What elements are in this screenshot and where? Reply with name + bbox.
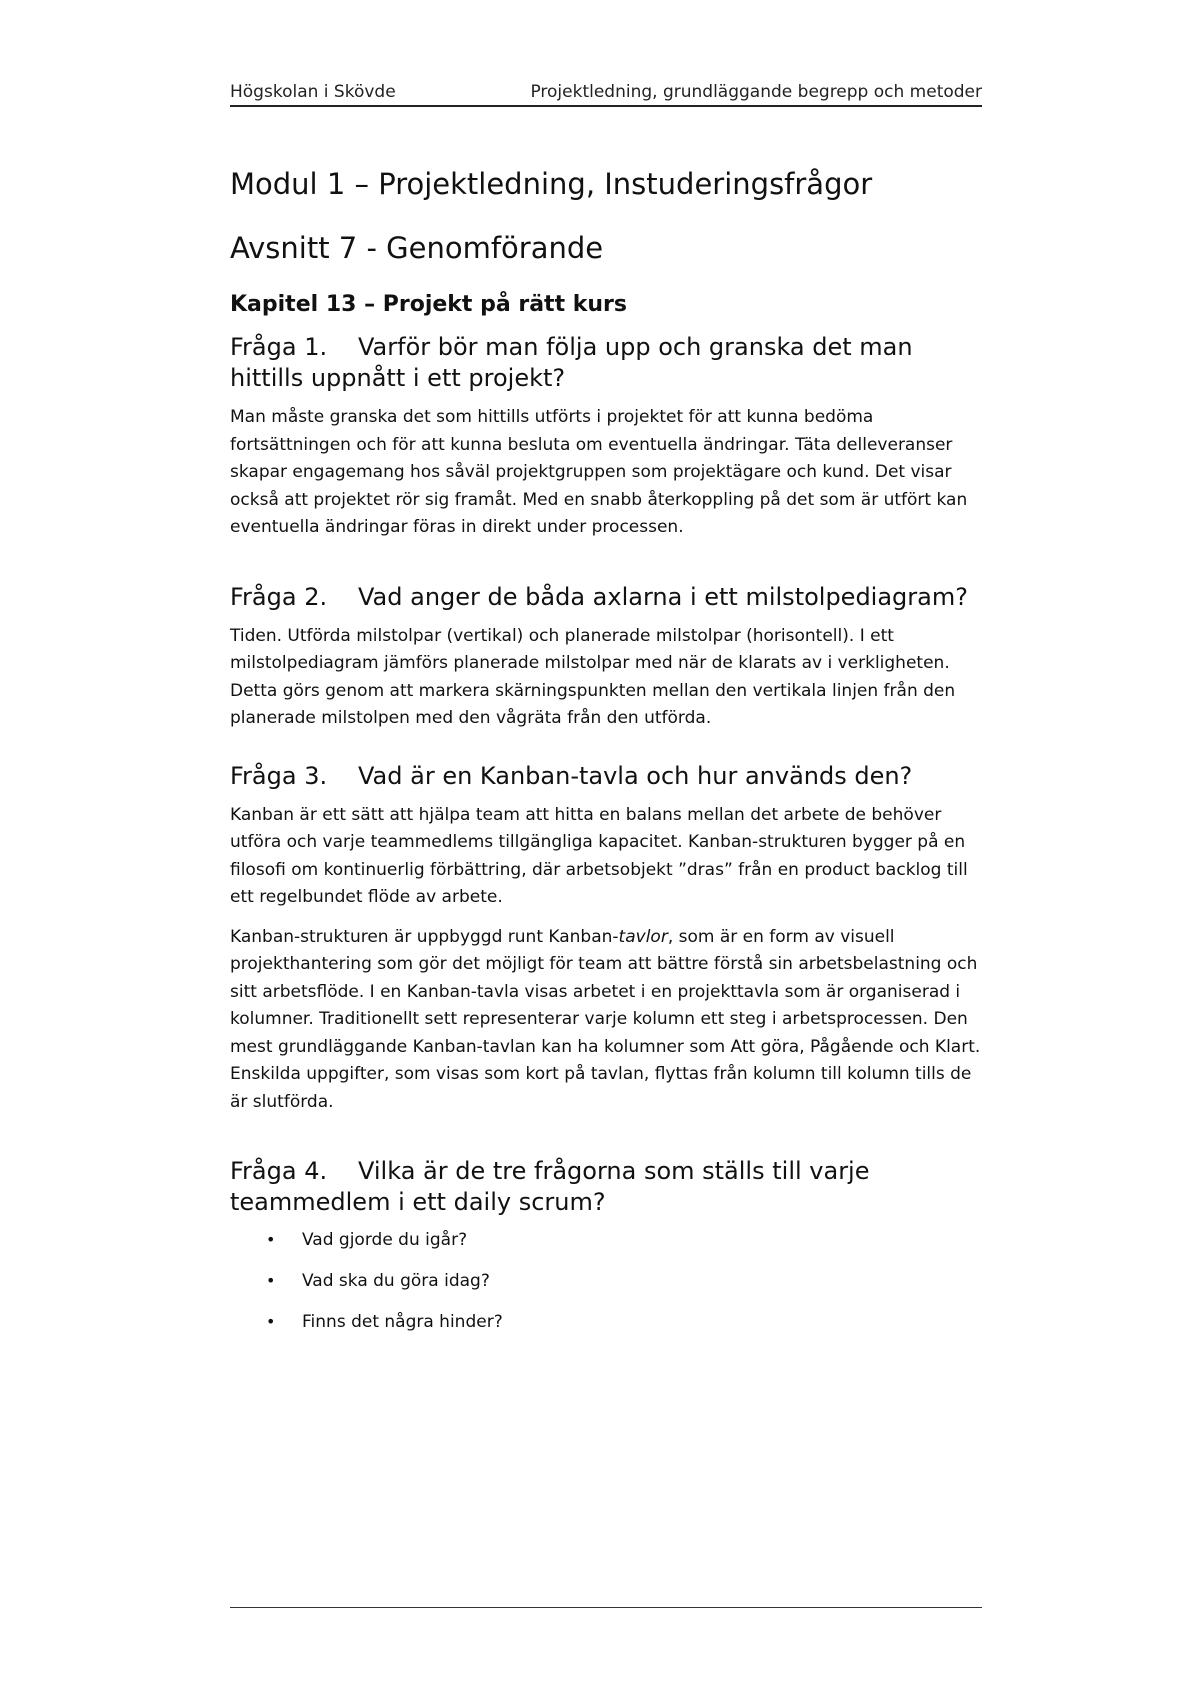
- list-item-text: Vad ska du göra idag?: [302, 1271, 490, 1291]
- answer-4-bullet-list: [230, 1228, 982, 1334]
- document-body: [230, 164, 982, 1351]
- answer-2: Tiden. Utförda milstolpar (vertikal) och planerade milstolpar (horisontell). I ett milstolpediagram jämförs planerade milstolpar med när de klarats av i verkligheten. Detta görs genom att markera skärningspunkten mellan den vertikala linjen från den planerade milstolpen med den vågräta från den utförda.: [230, 625, 956, 728]
- running-header: [230, 74, 982, 107]
- footer-rule: [230, 1607, 982, 1608]
- question-3-label: Fråga 3.: [230, 761, 328, 790]
- question-1: [230, 332, 982, 394]
- question-4: [230, 1156, 982, 1218]
- question-2-text: Vad anger de båda axlarna i ett milstolpediagram?: [358, 582, 968, 611]
- answer-3-italic-term: tavlor: [618, 926, 668, 947]
- bullet-icon: •: [266, 1230, 276, 1249]
- question-4-label: Fråga 4.: [230, 1157, 328, 1185]
- question-1-label: Fråga 1.: [230, 333, 328, 361]
- document-title: Modul 1 – Projektledning, Instuderingsfrågor: [230, 167, 873, 201]
- list-item-text: Vad gjorde du igår?: [302, 1230, 468, 1250]
- chapter-title: Kapitel 13 – Projekt på rätt kurs: [230, 292, 627, 317]
- list-item: [230, 1269, 982, 1293]
- list-item-text: Finns det några hinder?: [302, 1312, 503, 1332]
- question-3: [230, 761, 982, 792]
- document-page: [230, 0, 982, 1698]
- question-4-text: Vilka är de tre frågorna som ställs till varje teammedlem i ett daily scrum?: [230, 1157, 870, 1216]
- answer-3-text-after: , som är en form av visuell projekthantering som gör det möjligt för team att bättre förstå sin arbetsbelastning och sitt arbetsflöde. I en Kanban-tavla visas arbetet i en projekttavla som är organiserad i kolumner. Traditionellt sett representerar varje kolumn ett steg i arbetsprocessen. Den mest grundläggande Kanban-tavlan kan ha kolumner som Att göra, Pågående och Klart. Enskilda uppgifter, som visas som kort på tavlan, flyttas från kolumn till kolumn tills de är slutförda.: [230, 926, 981, 1112]
- bullet-icon: •: [266, 1312, 276, 1331]
- header-course: Projektledning, grundläggande begrepp och metoder: [530, 82, 982, 102]
- list-item: [230, 1310, 982, 1334]
- answer-3-paragraph-1: Kanban är ett sätt att hjälpa team att hitta en balans mellan det arbete de behöver utföra och varje teammedlems tillgängliga kapacitet. Kanban-strukturen bygger på en filosofi om kontinuerlig förbättring, där arbetsobjekt ”dras” från en product backlog till ett regelbundet flöde av arbete.: [230, 804, 968, 907]
- question-3-text: Vad är en Kanban-tavla och hur används den?: [358, 761, 913, 790]
- question-2-label: Fråga 2.: [230, 582, 328, 611]
- answer-3-text-before: Kanban-strukturen är uppbyggd runt Kanban-: [230, 926, 619, 947]
- answer-1: Man måste granska det som hittills utförts i projektet för att kunna bedöma fortsättningen och för att kunna besluta om eventuella ändringar. Täta delleveranser skapar engagemang hos såväl projektgruppen som projektägare och kund. Det visar också att projektet rör sig framåt. Med en snabb återkoppling på det som är utfört kan eventuella ändringar föras in direkt under processen.: [230, 407, 968, 537]
- list-item: [230, 1228, 982, 1252]
- question-2: [230, 582, 982, 613]
- question-1-text: Varför bör man följa upp och granska det man hittills uppnått i ett projekt?: [230, 333, 913, 392]
- answer-3-paragraph-2: [230, 924, 982, 1117]
- bullet-icon: •: [266, 1271, 276, 1290]
- section-title: Avsnitt 7 - Genomförande: [230, 231, 604, 265]
- header-institution: Högskolan i Skövde: [230, 82, 396, 102]
